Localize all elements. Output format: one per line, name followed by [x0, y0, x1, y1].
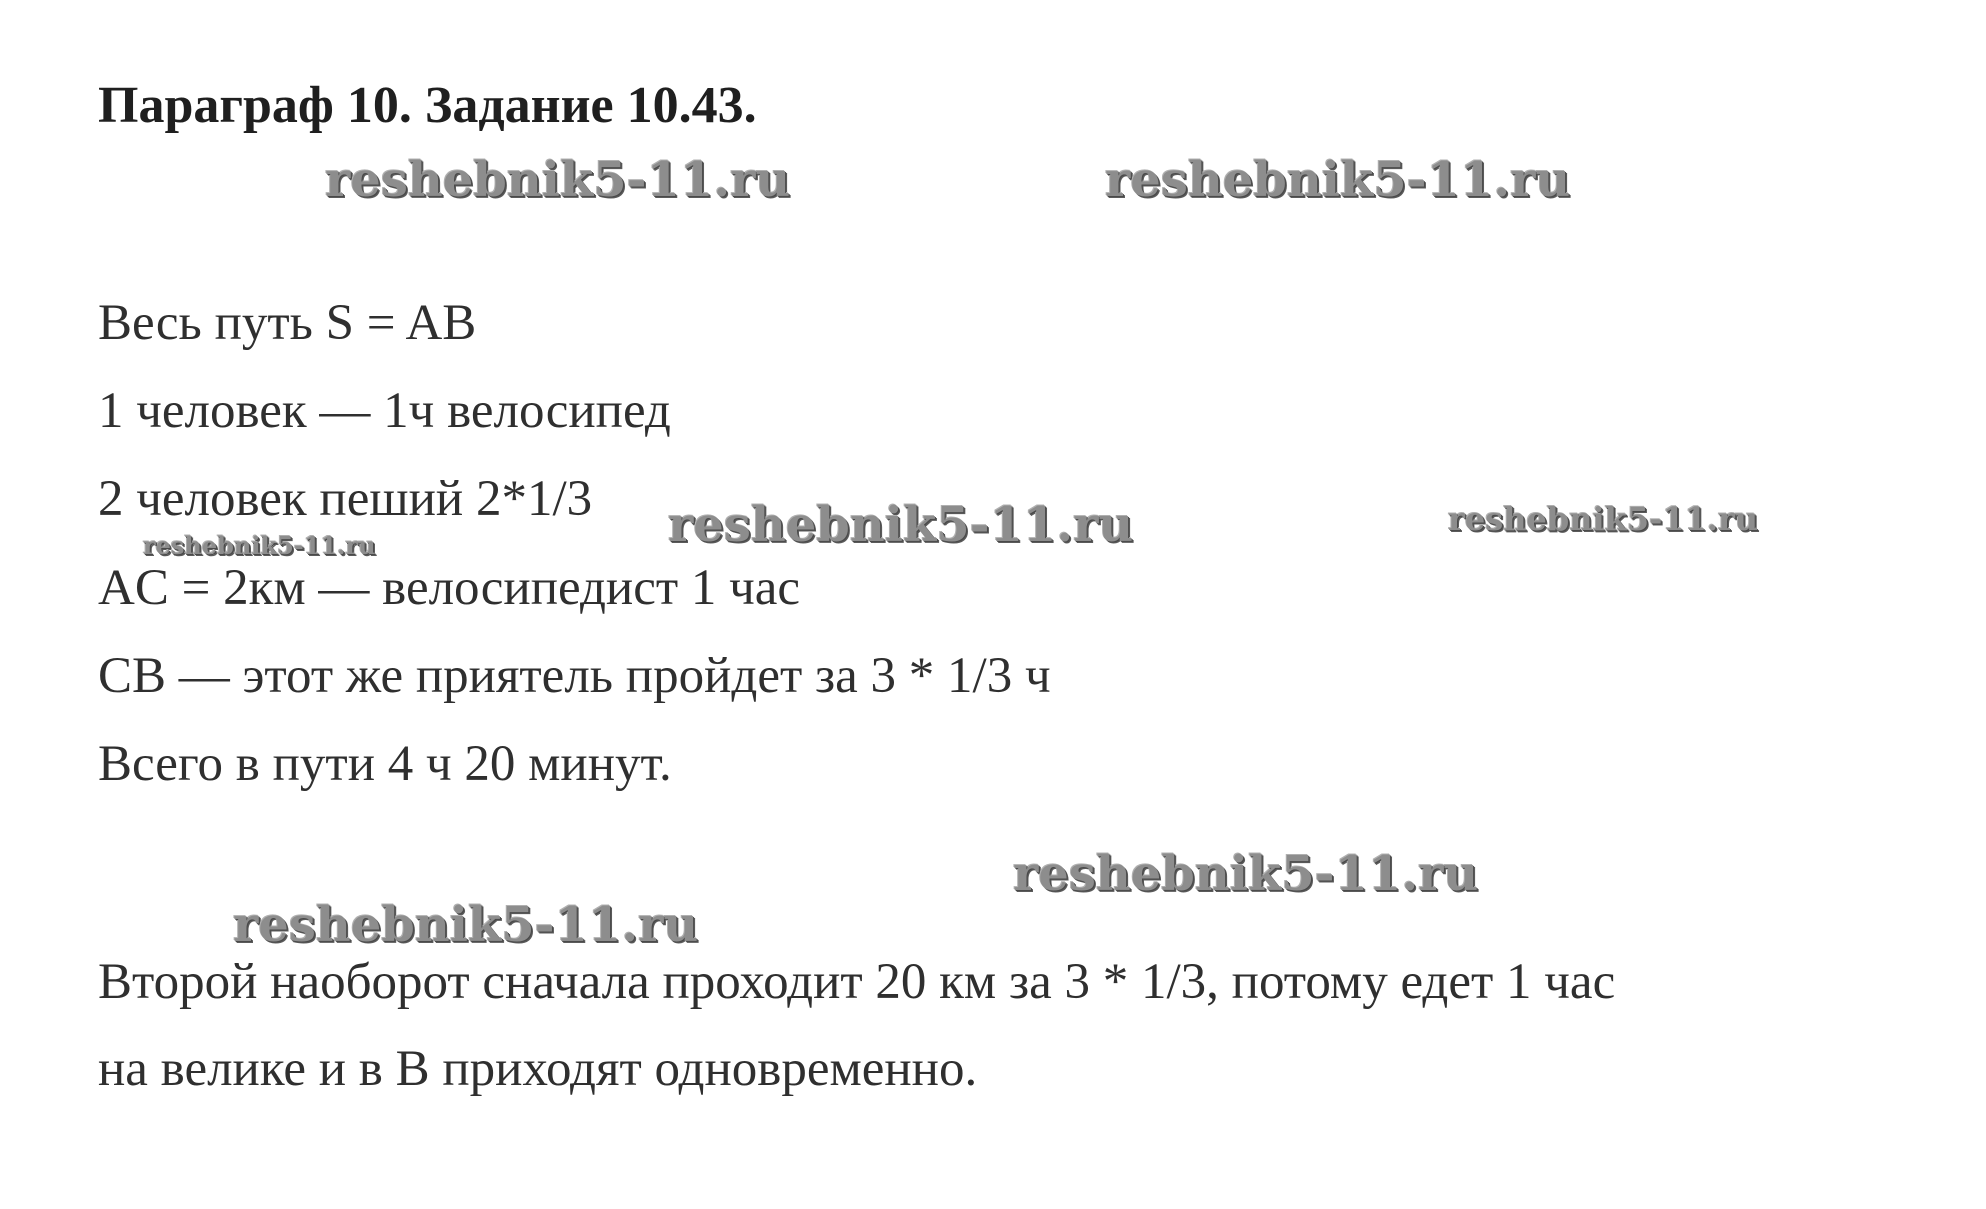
text-line-6: Всего в пути 4 ч 20 минут. — [98, 736, 672, 792]
text-line-8: на велике и в В приходят одновременно. — [98, 1041, 978, 1097]
watermark: reshebnik5-11.ru — [325, 152, 791, 208]
text-line-3: 2 человек пеший 2*1/3 — [98, 471, 593, 527]
page-title: Параграф 10. Задание 10.43. — [98, 77, 757, 134]
watermark: reshebnik5-11.ru — [233, 897, 699, 953]
text-line-5: CB — этот же приятель пройдет за 3 * 1/3 ч — [98, 648, 1051, 704]
watermark: reshebnik5-11.ru — [1013, 846, 1479, 902]
text-line-1: Весь путь S = AB — [98, 295, 477, 351]
watermark: reshebnik5-11.ru — [1105, 152, 1571, 208]
watermark: reshebnik5-11.ru — [1448, 500, 1759, 538]
text-line-2: 1 человек — 1ч велосипед — [98, 383, 671, 439]
watermark: reshebnik5-11.ru — [143, 531, 376, 560]
text-line-7: Второй наоборот сначала проходит 20 км за 3 * 1/3, потому едет 1 час — [98, 954, 1616, 1010]
watermark: reshebnik5-11.ru — [668, 497, 1134, 553]
text-line-4: AC = 2км — велосипедист 1 час — [98, 560, 801, 616]
